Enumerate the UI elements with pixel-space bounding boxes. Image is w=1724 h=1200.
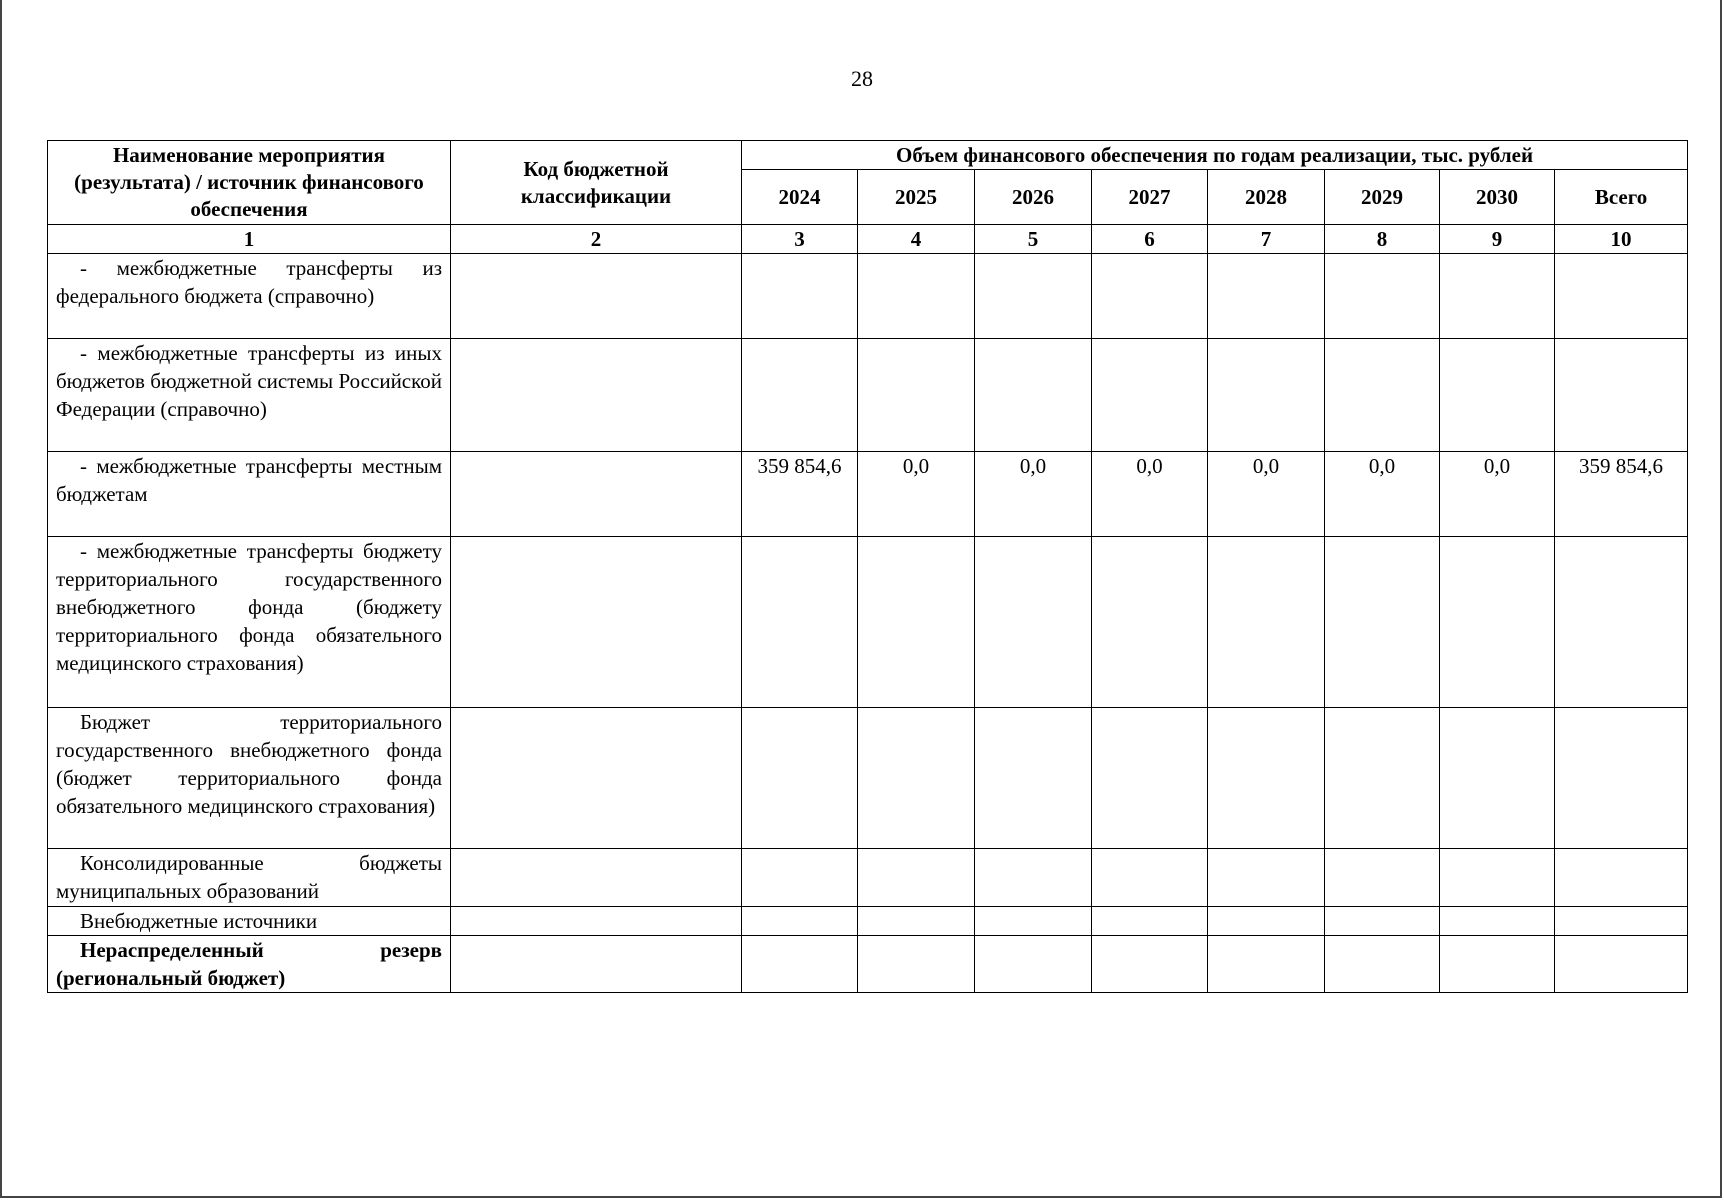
row-label: - межбюджетные трансферты из иных бюджетов бюджетной системы Российской Федерации (справочно) (48, 339, 451, 452)
value-cell (1208, 708, 1325, 849)
total-cell (1555, 537, 1688, 708)
header-funding-span: Объем финансового обеспечения по годам реализации, тыс. рублей (742, 141, 1688, 170)
value-cell (1325, 849, 1440, 907)
value-cell (1208, 849, 1325, 907)
header-total: Всего (1555, 170, 1688, 225)
value-cell (1325, 254, 1440, 339)
value-cell (1208, 907, 1325, 936)
column-number: 5 (975, 225, 1092, 254)
column-number: 10 (1555, 225, 1688, 254)
budget-code-cell (451, 936, 742, 993)
header-name: Наименование мероприятия (результата) / источник финансового обеспечения (48, 141, 451, 225)
row-label: Нераспределенный резерв (региональный бюджет) (48, 936, 451, 993)
value-cell (975, 254, 1092, 339)
value-cell (858, 907, 975, 936)
value-cell: 0,0 (1208, 452, 1325, 537)
value-cell: 0,0 (975, 452, 1092, 537)
value-cell: 0,0 (858, 452, 975, 537)
column-number: 4 (858, 225, 975, 254)
column-number: 6 (1092, 225, 1208, 254)
value-cell: 0,0 (1440, 452, 1555, 537)
column-number-row (48, 225, 1688, 254)
column-number: 8 (1325, 225, 1440, 254)
column-number: 2 (451, 225, 742, 254)
row-label: - межбюджетные трансферты бюджету территориального государственного внебюджетного фонда (бюджету территориального фонда обязательного медицинского страхования) (48, 537, 451, 708)
column-number: 7 (1208, 225, 1325, 254)
value-cell (1092, 849, 1208, 907)
table-row (48, 849, 1688, 907)
value-cell: 359 854,6 (742, 452, 858, 537)
value-cell (742, 339, 858, 452)
column-number: 9 (1440, 225, 1555, 254)
budget-code-cell (451, 708, 742, 849)
header-year: 2030 (1440, 170, 1555, 225)
value-cell (858, 936, 975, 993)
value-cell (1092, 537, 1208, 708)
page-number: 28 (851, 66, 873, 91)
value-cell (1092, 907, 1208, 936)
value-cell (1208, 936, 1325, 993)
total-cell (1555, 339, 1688, 452)
table-row (48, 936, 1688, 993)
row-label: - межбюджетные трансферты из федерального бюджета (справочно) (48, 254, 451, 339)
budget-code-cell (451, 452, 742, 537)
value-cell (975, 907, 1092, 936)
value-cell (975, 708, 1092, 849)
value-cell (1325, 708, 1440, 849)
table-row (48, 339, 1688, 452)
value-cell (1440, 708, 1555, 849)
value-cell (1092, 339, 1208, 452)
value-cell (1208, 339, 1325, 452)
value-cell (975, 849, 1092, 907)
value-cell (1440, 339, 1555, 452)
budget-code-cell (451, 254, 742, 339)
value-cell (1092, 254, 1208, 339)
value-cell (858, 849, 975, 907)
value-cell (1440, 907, 1555, 936)
header-year: 2025 (858, 170, 975, 225)
total-cell (1555, 254, 1688, 339)
table-row (48, 708, 1688, 849)
value-cell (1092, 708, 1208, 849)
header-code: Код бюджетной классификации (451, 141, 742, 225)
total-cell (1555, 708, 1688, 849)
header-year: 2024 (742, 170, 858, 225)
value-cell (742, 537, 858, 708)
value-cell (1208, 537, 1325, 708)
row-label: Внебюджетные источники (48, 907, 451, 936)
value-cell (1092, 936, 1208, 993)
header-year: 2026 (975, 170, 1092, 225)
value-cell (975, 339, 1092, 452)
value-cell (1440, 936, 1555, 993)
value-cell (858, 537, 975, 708)
value-cell (858, 254, 975, 339)
table-row (48, 254, 1688, 339)
value-cell (1208, 254, 1325, 339)
value-cell (742, 254, 858, 339)
value-cell (858, 708, 975, 849)
table-body (48, 254, 1688, 993)
budget-code-cell (451, 537, 742, 708)
total-cell (1555, 907, 1688, 936)
value-cell: 0,0 (1325, 452, 1440, 537)
value-cell (1440, 254, 1555, 339)
value-cell (1325, 907, 1440, 936)
row-label: - межбюджетные трансферты местным бюджетам (48, 452, 451, 537)
column-number: 3 (742, 225, 858, 254)
budget-code-cell (451, 339, 742, 452)
value-cell (742, 708, 858, 849)
value-cell (975, 537, 1092, 708)
value-cell (1325, 537, 1440, 708)
row-label: Бюджет территориального государственного внебюджетного фонда (бюджет территориального фонда обязательного медицинского страхования) (48, 708, 451, 849)
value-cell (975, 936, 1092, 993)
value-cell (742, 849, 858, 907)
value-cell: 0,0 (1092, 452, 1208, 537)
value-cell (858, 339, 975, 452)
table-row (48, 907, 1688, 936)
value-cell (1440, 849, 1555, 907)
value-cell (1440, 537, 1555, 708)
table-row (48, 537, 1688, 708)
value-cell (742, 936, 858, 993)
header-year: 2029 (1325, 170, 1440, 225)
column-number: 1 (48, 225, 451, 254)
table-row (48, 452, 1688, 537)
row-label: Консолидированные бюджеты муниципальных образований (48, 849, 451, 907)
funding-table (47, 140, 1688, 993)
value-cell (1325, 936, 1440, 993)
total-cell: 359 854,6 (1555, 452, 1688, 537)
value-cell (742, 907, 858, 936)
total-cell (1555, 849, 1688, 907)
budget-code-cell (451, 907, 742, 936)
header-year: 2027 (1092, 170, 1208, 225)
header-year: 2028 (1208, 170, 1325, 225)
table-header (48, 141, 1688, 254)
total-cell (1555, 936, 1688, 993)
value-cell (1325, 339, 1440, 452)
budget-code-cell (451, 849, 742, 907)
